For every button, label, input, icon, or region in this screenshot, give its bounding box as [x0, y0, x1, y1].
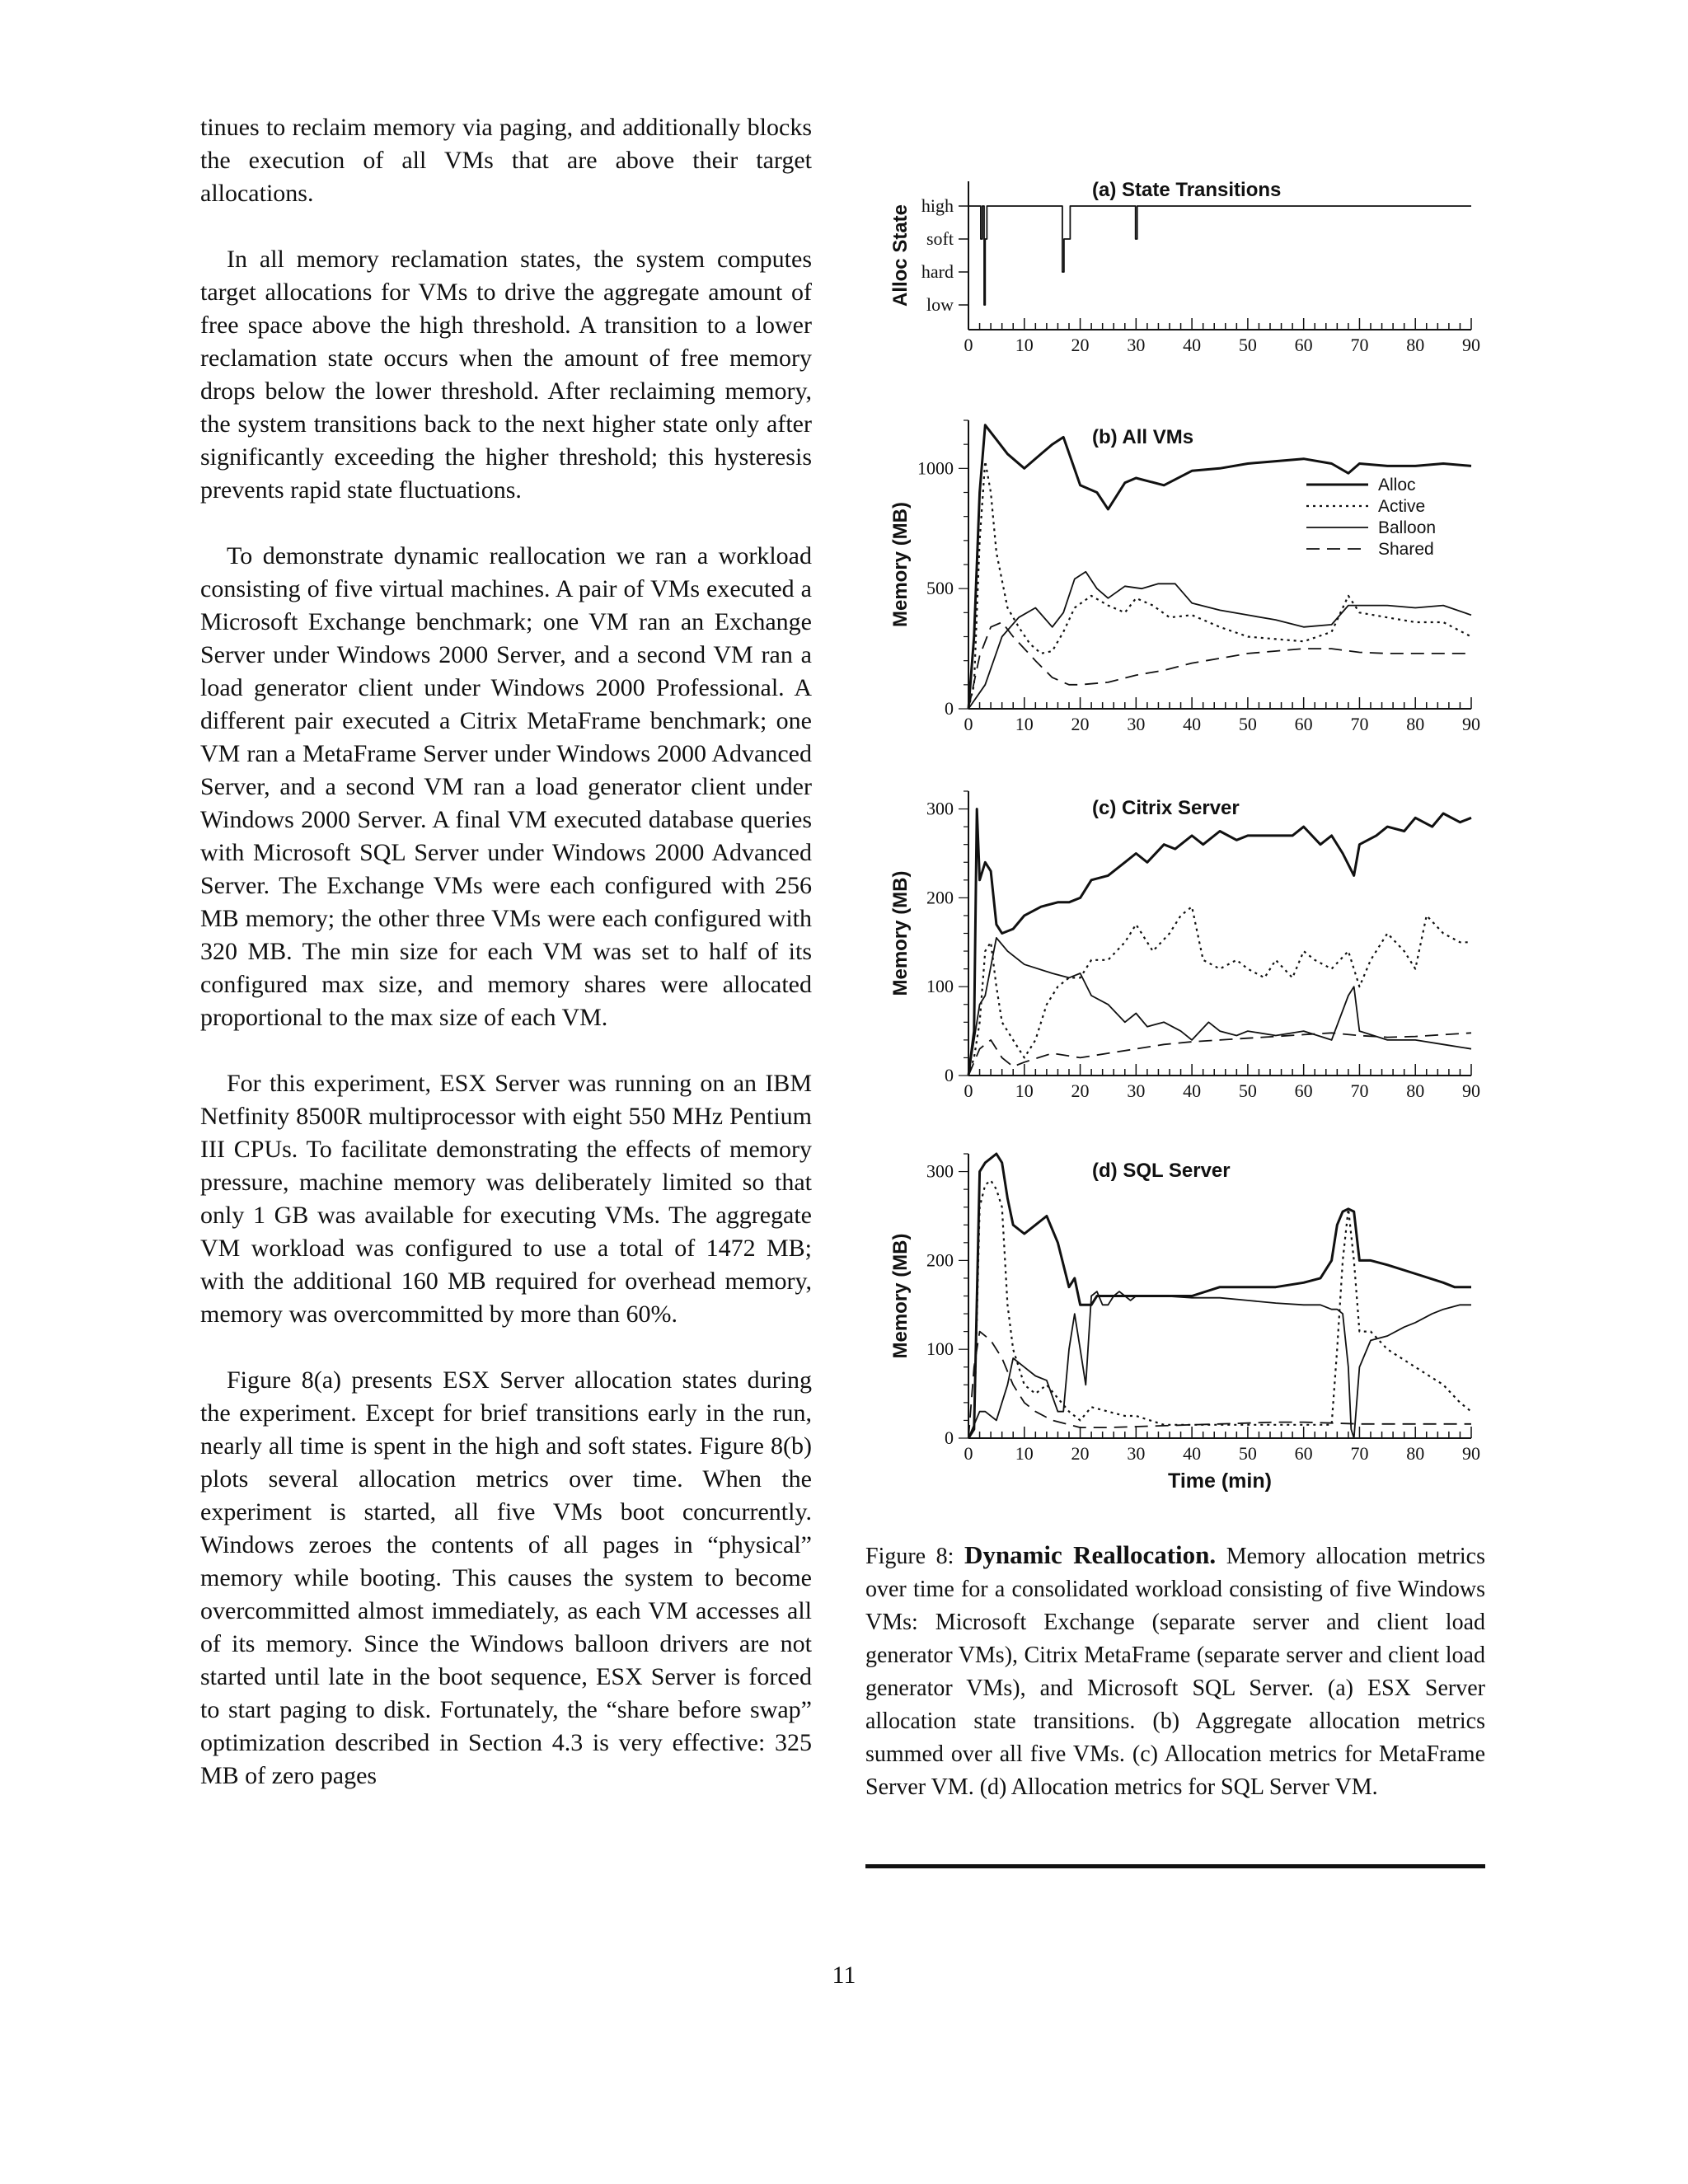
series-line-shared	[968, 622, 1471, 709]
y-tick-label: 300	[926, 798, 954, 819]
caption-divider	[865, 1864, 1485, 1868]
y-axis-label: Memory (MB)	[889, 1233, 912, 1359]
x-tick-label: 40	[1183, 1080, 1202, 1101]
x-tick-label: 50	[1238, 1443, 1257, 1464]
x-tick-label: 80	[1406, 335, 1425, 355]
y-tick-label: soft	[926, 228, 954, 249]
series-line-active	[968, 907, 1471, 1076]
chart-title: (c) Citrix Server	[1092, 797, 1240, 819]
figure-8	[857, 165, 1500, 1525]
x-axis-label: Time (min)	[1168, 1469, 1272, 1493]
x-tick-label: 60	[1294, 1080, 1313, 1101]
figure-caption	[865, 1539, 1485, 1804]
series-line-shared	[968, 1332, 1471, 1438]
y-tick-label: 100	[926, 976, 954, 997]
x-tick-label: 80	[1406, 1443, 1425, 1464]
body-paragraph: In all memory reclamation states, the system computes target allocations for VMs to drive the aggregate amount of free space above the high threshold. A transition to a lower reclamation state occurs when the amount of free memory drops below the lower threshold. After reclaiming memory, the system transitions back to the next higher state only after significantly exceeding the higher threshold; this hysteresis prevents rapid state fluctuations.	[200, 246, 812, 504]
y-tick-label: 200	[926, 887, 954, 908]
y-tick-label: 0	[945, 698, 954, 719]
caption-label: Figure 8:	[865, 1544, 954, 1569]
body-paragraph: For this experiment, ESX Server was running on an IBM Netfinity 8500R multiprocessor with eight 550 MHz Pentium III CPUs. To facilitate demonstrating the effects of memory pressure, machine memory was deliberately limited so that only 1 GB was available for executing VMs. The aggregate VM workload was configured to use a total of 1472 MB; with the additional 160 MB required for overhead memory, memory was overcommitted by more than 60%.	[200, 1070, 812, 1328]
body-paragraph: Figure 8(a) presents ESX Server allocation states during the experiment. Except for brief transitions early in the run, nearly all time is spent in the high and soft states. Figure 8(b) plots several allocation metrics over time. When the experiment is started, all five VMs boot concurrently. Windows zeroes the contents of all pages in “physical” memory while booting. This causes the system to become overcommitted almost immediately, as each VM accesses all of its memory. Since the Windows balloon drivers are not started until late in the boot sequence, ESX Server is forced to start paging to disk. Fortunately, the “share before swap” optimization described in Section 4.3 is very effective: 325 MB of zero pages	[200, 1366, 812, 1789]
series-line-alloc	[968, 425, 1471, 709]
y-tick-label: 500	[926, 578, 954, 599]
x-tick-label: 10	[1015, 1443, 1034, 1464]
x-tick-label: 40	[1183, 335, 1202, 355]
x-tick-label: 70	[1350, 1080, 1369, 1101]
x-tick-label: 60	[1294, 335, 1313, 355]
body-text-column	[200, 111, 812, 1793]
x-tick-label: 0	[964, 714, 973, 734]
x-tick-label: 90	[1462, 1080, 1480, 1101]
x-tick-label: 30	[1127, 1443, 1146, 1464]
figure-8-charts	[857, 165, 1500, 1525]
x-tick-label: 20	[1071, 1080, 1090, 1101]
x-tick-label: 30	[1127, 1080, 1146, 1101]
x-tick-label: 80	[1406, 714, 1425, 734]
chart-panel-c	[889, 791, 1480, 1101]
y-tick-label: high	[921, 195, 954, 216]
y-axis-label: Memory (MB)	[889, 870, 912, 996]
x-tick-label: 60	[1294, 714, 1313, 734]
body-paragraph: To demonstrate dynamic reallocation we ran a workload consisting of five virtual machines. A pair of VMs executed a Microsoft Exchange benchmark; one VM ran an Exchange Server under Windows 2000 Server, and a second VM ran a load generator client under Windows 2000 Professional. A different pair executed a Citrix MetaFrame benchmark; one VM ran a MetaFrame Server under Windows 2000 Advanced Server, and a second VM ran a load generator client under Windows 2000 Server. A final VM executed database queries with Microsoft SQL Server under Windows 2000 Advanced Server. The Exchange VMs were each configured with 256 MB memory; the other three VMs were each configured with 320 MB. The min size for each VM was set to half of its configured max size, and memory shares were allocated proportional to the max size of each VM.	[200, 542, 812, 1031]
page-number: 11	[832, 1961, 856, 1989]
chart-title: (b) All VMs	[1092, 426, 1194, 448]
legend-label: Alloc	[1378, 476, 1416, 494]
x-tick-label: 50	[1238, 714, 1257, 734]
x-tick-label: 50	[1238, 1080, 1257, 1101]
x-tick-label: 70	[1350, 1443, 1369, 1464]
legend-label: Balloon	[1378, 518, 1437, 537]
x-tick-label: 40	[1183, 714, 1202, 734]
x-tick-label: 80	[1406, 1080, 1425, 1101]
legend-label: Shared	[1378, 540, 1434, 559]
x-tick-label: 30	[1127, 714, 1146, 734]
x-tick-label: 0	[964, 335, 973, 355]
y-axis-label: Memory (MB)	[889, 501, 912, 628]
legend-label: Active	[1378, 497, 1426, 516]
y-axis-label: Alloc State	[889, 204, 912, 307]
y-tick-label: 200	[926, 1249, 954, 1271]
x-tick-label: 0	[964, 1080, 973, 1101]
body-paragraph: tinues to reclaim memory via paging, and additionally blocks the execution of all VMs that are above their target allocations.	[200, 114, 812, 207]
caption-title: Dynamic Reallocation.	[964, 1540, 1217, 1569]
x-tick-label: 20	[1071, 1443, 1090, 1464]
series-line-alloc	[968, 1154, 1471, 1438]
y-tick-label: 0	[945, 1427, 954, 1448]
chart-panel-d	[889, 1154, 1480, 1493]
x-tick-label: 70	[1350, 335, 1369, 355]
y-tick-label: 0	[945, 1065, 954, 1085]
x-tick-label: 0	[964, 1443, 973, 1464]
x-tick-label: 40	[1183, 1443, 1202, 1464]
x-tick-label: 20	[1071, 335, 1090, 355]
y-tick-label: 100	[926, 1338, 954, 1360]
x-tick-label: 60	[1294, 1443, 1313, 1464]
x-tick-label: 70	[1350, 714, 1369, 734]
caption-text: Memory allocation metrics over time for a consolidated workload consisting of five Windows VMs: Microsoft Exchange (separate server and client load generator VMs), Citrix MetaFrame (separate server and client load generator VMs), and Microsoft SQL Server. (a) ESX Server allocation state transitions. (b) Aggregate allocation metrics summed over all five VMs. (c) Allocation metrics for MetaFrame Server VM. (d) Allocation metrics for SQL Server VM.	[865, 1544, 1486, 1800]
series-line-balloon	[968, 938, 1471, 1076]
x-tick-label: 10	[1015, 714, 1034, 734]
x-tick-label: 90	[1462, 714, 1480, 734]
x-tick-label: 90	[1462, 1443, 1480, 1464]
y-tick-label: 1000	[917, 457, 954, 479]
x-tick-label: 10	[1015, 1080, 1034, 1101]
y-tick-label: 300	[926, 1160, 954, 1182]
x-tick-label: 90	[1462, 335, 1480, 355]
x-tick-label: 10	[1015, 335, 1034, 355]
y-tick-label: hard	[921, 261, 954, 282]
x-tick-label: 30	[1127, 335, 1146, 355]
x-tick-label: 50	[1238, 335, 1257, 355]
chart-panel-a	[889, 179, 1480, 355]
series-line-balloon	[968, 572, 1471, 709]
series-line-state	[968, 206, 1471, 305]
x-tick-label: 20	[1071, 714, 1090, 734]
chart-title: (d) SQL Server	[1092, 1160, 1231, 1182]
chart-title: (a) State Transitions	[1092, 179, 1282, 201]
y-tick-label: low	[926, 294, 954, 315]
chart-panel-b	[889, 420, 1480, 734]
